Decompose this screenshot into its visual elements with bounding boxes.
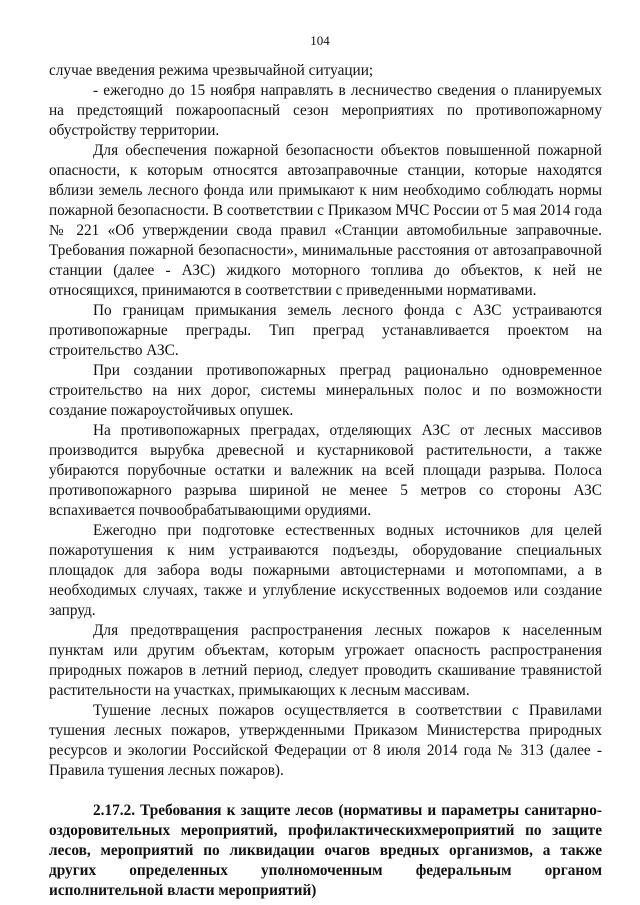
paragraph-water-sources: Ежегодно при подготовке естественных водных источников для целей пожаротушения к ним устраиваются подъезды, оборудование специальных площадок для забора воды пожарными автоцистернами и мотопомпами, а в необходимых случаях, также и углубление искусственных водоемов или создание запруд.: [49, 522, 602, 619]
paragraph-fire-prevention: Для предотвращения распространения лесных пожаров к населенным пунктам или другим объектам, которым угрожает опасность распространения природных пожаров в летний период, следует проводить скашивание травянистой растительности на участках, примыкающих к лесным массивам.: [49, 622, 602, 699]
document-body: [49, 61, 602, 901]
paragraph-november-info: - ежегодно до 15 ноября направлять в лесничество сведения о планируемых на предстоящий пожароопасный сезон мероприятиях по противопожарному обустройству территории.: [49, 82, 602, 139]
section-heading: 2.17.2. Требования к защите лесов (нормативы и параметры санитарно-оздоровительных мероприятий, профилактическихмероприятий по защите лесов, мероприятий по ликвидации очагов вредных организмов, а также других определенных уполномоченным федеральным органом исполнительной власти мероприятий): [49, 802, 602, 899]
page-number: 104: [310, 33, 330, 48]
paragraph-barrier-construction: При создании противопожарных преград рационально одновременное строительство на них дорог, системы минеральных полос и по возможности создание пожароустойчивых опушек.: [49, 362, 602, 419]
paragraph-fuel-station-safety: Для обеспечения пожарной безопасности объектов повышенной пожарной опасности, к которым относятся автозаправочные станции, которые находятся вблизи земель лесного фонда или примыкают к ним необходимо соблюдать нормы пожарной безопасности. В соответствии с Приказом МЧС России от 5 мая 2014 года № 221 «Об утверждении свода правил «Станции автомобильные заправочные. Требования пожарной безопасности», минимальные расстояния от автозаправочной станции (далее - АЗС) жидкого моторного топлива до объектов, к ней не относящихся, принимаются в соответствии с приведенными нормативами.: [49, 142, 602, 299]
paragraph-vegetation-clearing: На противопожарных преградах, отделяющих АЗС от лесных массивов производится вырубка древесной и кустарниковой растительности, а также убираются порубочные остатки и валежник на всей площади разрыва. Полоса противопожарного разрыва шириной не менее 5 метров со стороны АЗС вспахивается почвообрабатывающими орудиями.: [49, 422, 602, 519]
paragraph-continuation: случае введения режима чрезвычайной ситуации;: [49, 62, 374, 79]
paragraph-firefighting-rules: Тушение лесных пожаров осуществляется в соответствии с Правилами тушения лесных пожаров, утвержденными Приказом Министерства природных ресурсов и экологии Российской Федерации от 8 июля 2014 года № 313 (далее - Правила тушения лесных пожаров).: [49, 702, 602, 779]
paragraph-fire-barriers: По границам примыкания земель лесного фонда с АЗС устраиваются противопожарные преграды. Тип преград устанавливается проектом на строительство АЗС.: [49, 302, 602, 359]
